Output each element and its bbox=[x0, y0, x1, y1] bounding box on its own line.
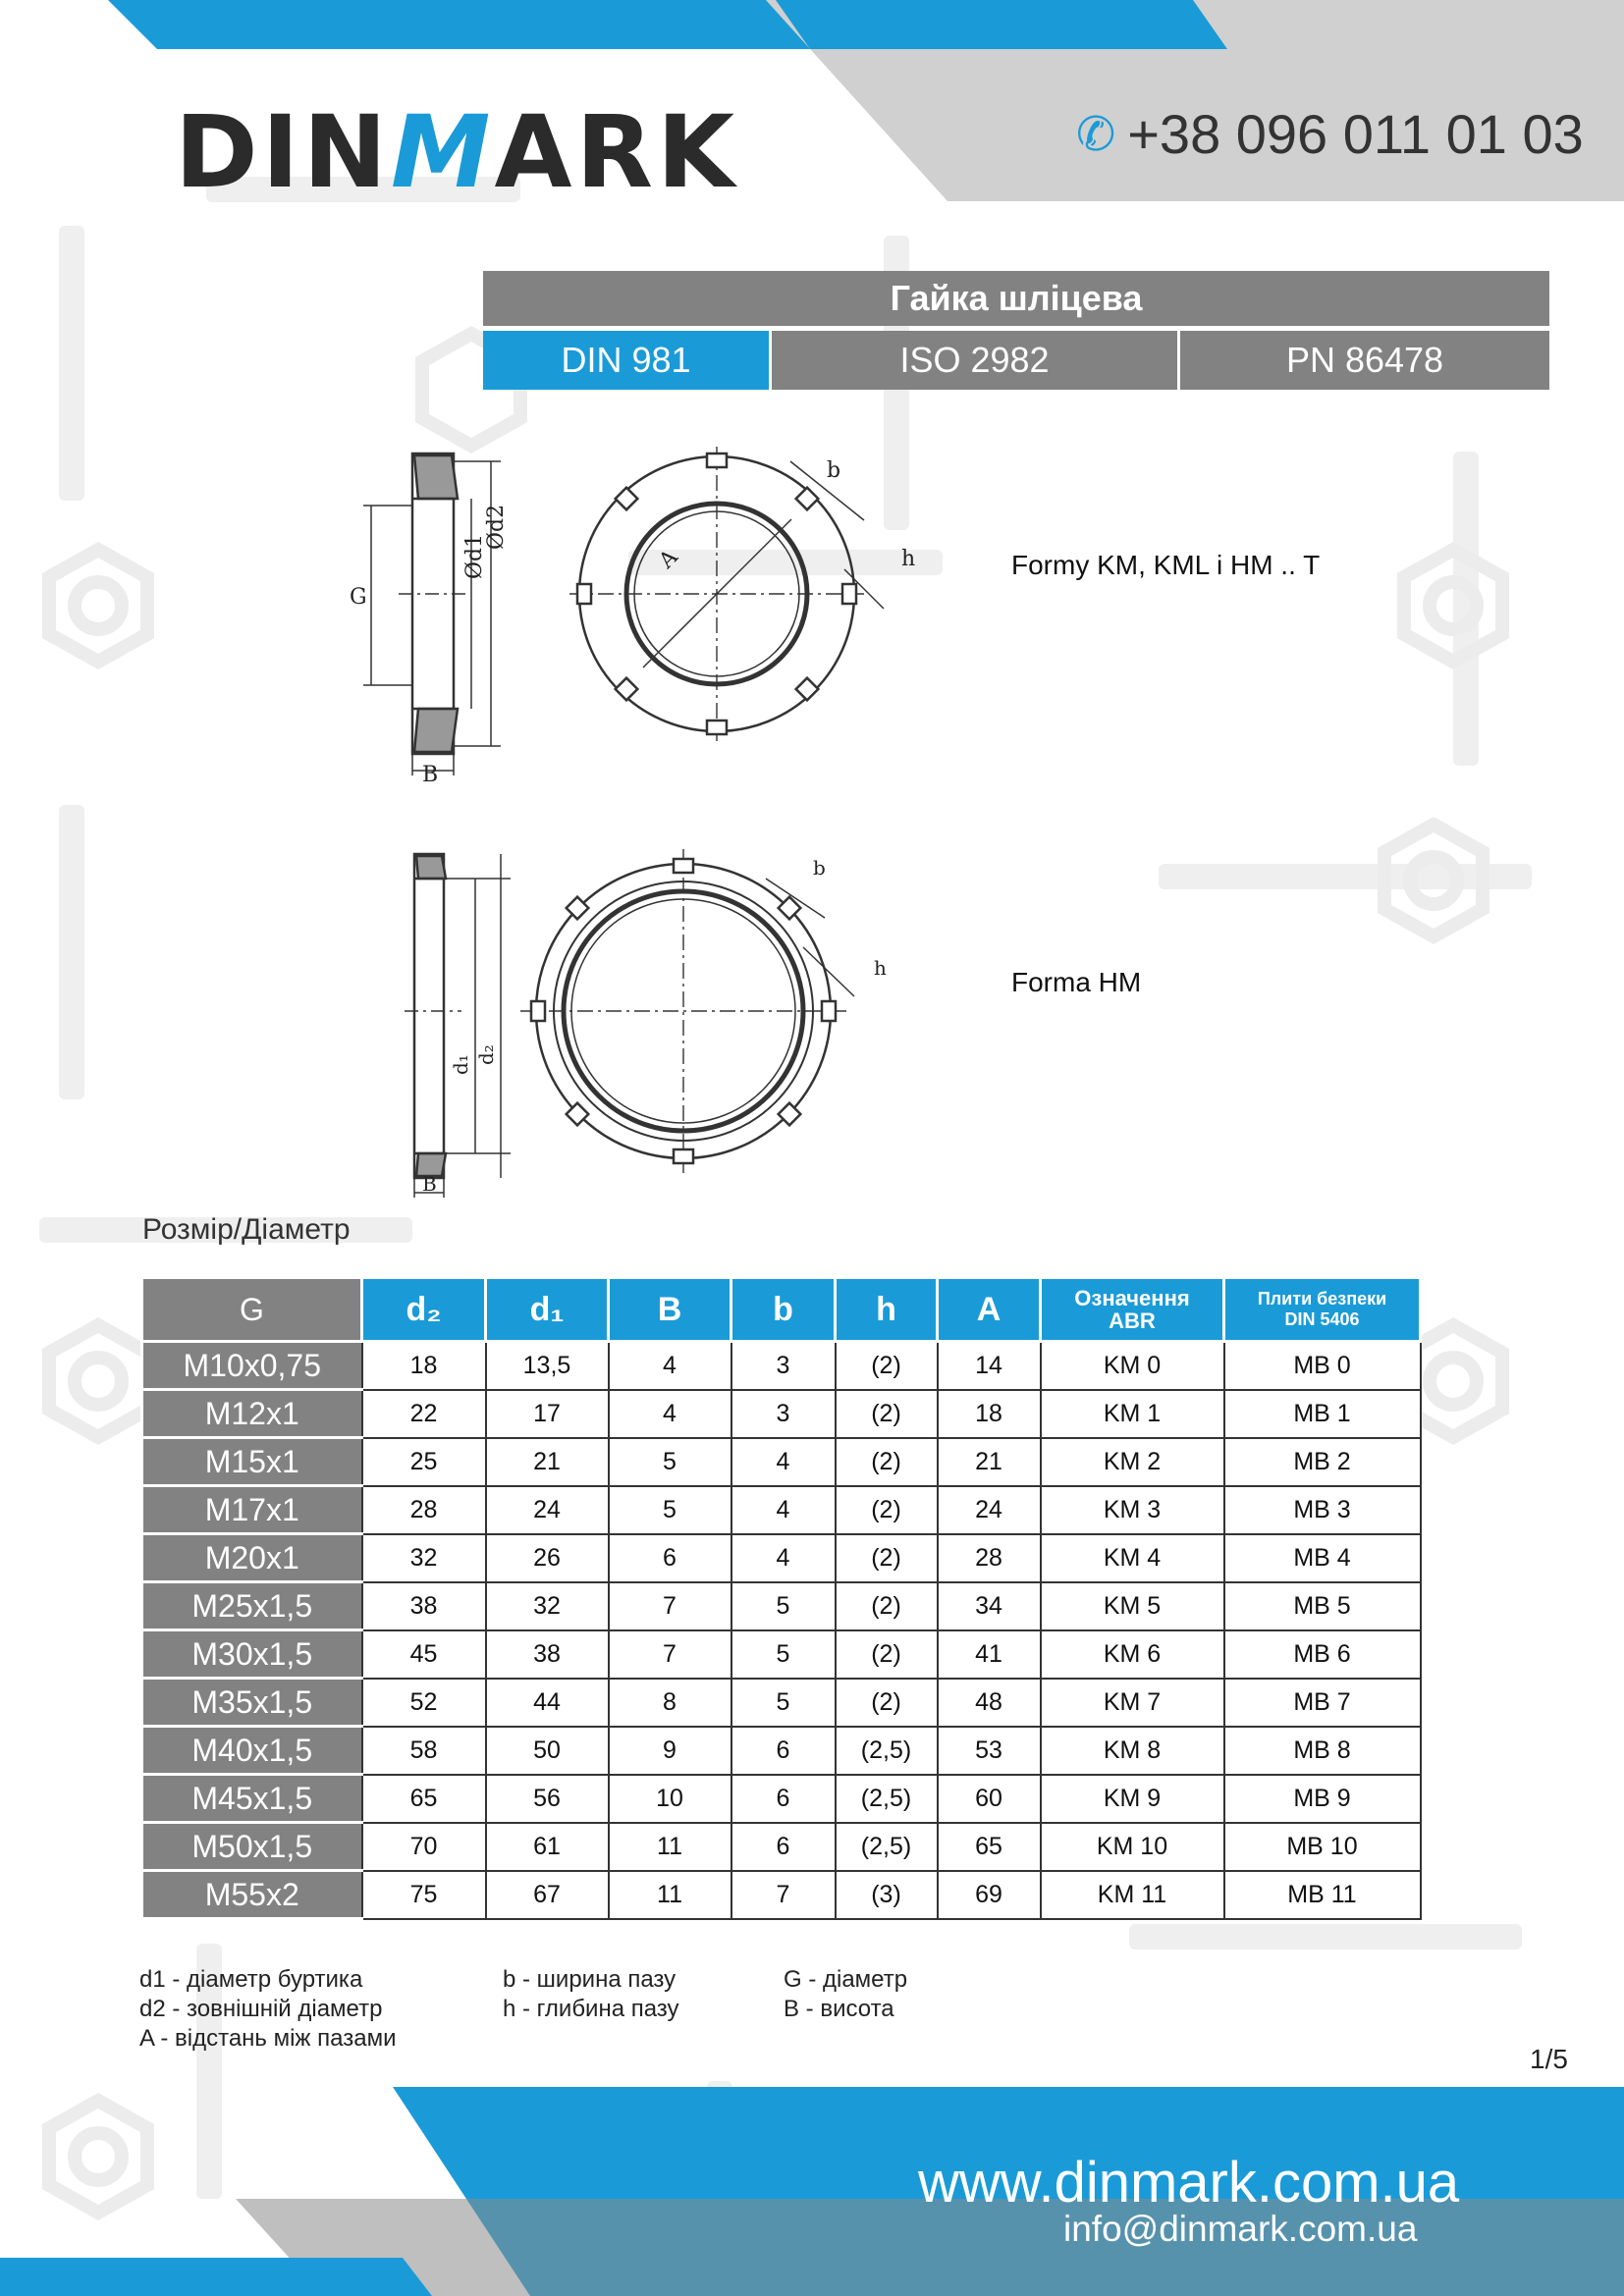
cell-g: M35x1,5 bbox=[142, 1679, 362, 1727]
cell-a: 53 bbox=[938, 1727, 1041, 1775]
cell-plate: MB 3 bbox=[1224, 1486, 1421, 1534]
cell-plate: MB 9 bbox=[1224, 1775, 1421, 1823]
cell-h: (2,5) bbox=[836, 1775, 938, 1823]
cell-d1: 13,5 bbox=[486, 1342, 609, 1390]
cell-g: M15x1 bbox=[142, 1438, 362, 1486]
logo-text-right: ARK bbox=[494, 94, 739, 211]
table-row bbox=[142, 1775, 1421, 1823]
cell-a: 48 bbox=[938, 1679, 1041, 1727]
legend-col-3 bbox=[784, 1965, 907, 2024]
footer-website-link[interactable]: www.dinmark.com.ua bbox=[918, 2151, 1460, 2215]
cell-d1: 67 bbox=[486, 1871, 609, 1919]
legend-col-1 bbox=[139, 1965, 396, 2054]
cell-plate: MB 8 bbox=[1224, 1727, 1421, 1775]
cell-bh: 5 bbox=[609, 1438, 731, 1486]
legend-item: d1 - діаметр буртика bbox=[139, 1966, 363, 1993]
cell-b: 5 bbox=[731, 1679, 836, 1727]
cell-plate: MB 5 bbox=[1224, 1582, 1421, 1630]
col-header-plate-line2: DIN 5406 bbox=[1284, 1309, 1360, 1329]
cell-g: M30x1,5 bbox=[142, 1630, 362, 1679]
cell-plate: MB 2 bbox=[1224, 1438, 1421, 1486]
legend-item: h - глибина пазу bbox=[503, 1996, 679, 2022]
cell-abr: KM 10 bbox=[1041, 1823, 1224, 1871]
standard-din: DIN 981 bbox=[483, 331, 769, 390]
cell-abr: KM 1 bbox=[1041, 1390, 1224, 1438]
dim-h-bottom-label: h bbox=[874, 956, 887, 980]
standard-pn: PN 86478 bbox=[1180, 331, 1549, 390]
cell-plate: MB 11 bbox=[1224, 1871, 1421, 1919]
dim-b-label: B bbox=[422, 763, 439, 785]
cell-b: 6 bbox=[731, 1823, 836, 1871]
cell-abr: KM 0 bbox=[1041, 1342, 1224, 1390]
cell-a: 69 bbox=[938, 1871, 1041, 1919]
cell-plate: MB 7 bbox=[1224, 1679, 1421, 1727]
cell-d2: 70 bbox=[362, 1823, 486, 1871]
cell-d2: 25 bbox=[362, 1438, 486, 1486]
cell-b: 4 bbox=[731, 1486, 836, 1534]
cell-d1: 17 bbox=[486, 1390, 609, 1438]
cell-a: 28 bbox=[938, 1534, 1041, 1582]
cell-a: 14 bbox=[938, 1342, 1041, 1390]
cell-d1: 32 bbox=[486, 1582, 609, 1630]
cell-b: 7 bbox=[731, 1871, 836, 1919]
table-row bbox=[142, 1342, 1421, 1390]
col-header-d2: d₂ bbox=[362, 1278, 486, 1342]
cell-g: M40x1,5 bbox=[142, 1727, 362, 1775]
table-row bbox=[142, 1582, 1421, 1630]
cell-bh: 11 bbox=[609, 1871, 731, 1919]
legend-item: B - висота bbox=[784, 1996, 894, 2022]
cell-b: 6 bbox=[731, 1775, 836, 1823]
dim-a-label: A bbox=[654, 545, 683, 574]
table-row bbox=[142, 1486, 1421, 1534]
cell-h: (2,5) bbox=[836, 1727, 938, 1775]
standards-row bbox=[483, 331, 1549, 390]
cell-d2: 18 bbox=[362, 1342, 486, 1390]
cell-h: (2) bbox=[836, 1486, 938, 1534]
cell-bh: 5 bbox=[609, 1486, 731, 1534]
table-row bbox=[142, 1871, 1421, 1919]
cell-h: (2) bbox=[836, 1390, 938, 1438]
cell-b: 4 bbox=[731, 1534, 836, 1582]
cell-d1: 21 bbox=[486, 1438, 609, 1486]
cell-abr: KM 4 bbox=[1041, 1534, 1224, 1582]
drawing-top bbox=[334, 422, 962, 785]
cell-a: 41 bbox=[938, 1630, 1041, 1679]
drawing-bottom-label: Forma HM bbox=[1011, 967, 1142, 997]
cell-bh: 7 bbox=[609, 1582, 731, 1630]
cell-plate: MB 4 bbox=[1224, 1534, 1421, 1582]
standard-iso: ISO 2982 bbox=[772, 331, 1177, 390]
drawing-top-label: Formy KM, KML i HM .. T bbox=[1011, 550, 1321, 580]
cell-g: M20x1 bbox=[142, 1534, 362, 1582]
col-header-abr-line1: Означення bbox=[1074, 1285, 1190, 1310]
dim-b-small-bottom-label: b bbox=[813, 856, 826, 880]
page-number: 1/5 bbox=[1530, 2044, 1568, 2074]
table-header-row bbox=[142, 1278, 1421, 1342]
cell-plate: MB 0 bbox=[1224, 1342, 1421, 1390]
cell-g: M25x1,5 bbox=[142, 1582, 362, 1630]
cell-g: M10x0,75 bbox=[142, 1342, 362, 1390]
cell-d1: 61 bbox=[486, 1823, 609, 1871]
legend-item: b - ширина пазу bbox=[503, 1966, 677, 1993]
logo-text-left: DIN bbox=[175, 94, 391, 211]
cell-bh: 6 bbox=[609, 1534, 731, 1582]
cell-b: 3 bbox=[731, 1342, 836, 1390]
dim-g-label: G bbox=[350, 585, 367, 610]
cell-b: 3 bbox=[731, 1390, 836, 1438]
cell-d1: 50 bbox=[486, 1727, 609, 1775]
cell-plate: MB 1 bbox=[1224, 1390, 1421, 1438]
col-header-plate-line1: Плити безпеки bbox=[1257, 1289, 1387, 1309]
cell-plate: MB 6 bbox=[1224, 1630, 1421, 1679]
table-row bbox=[142, 1438, 1421, 1486]
dim-b-small-label: b bbox=[827, 458, 841, 483]
col-header-abr bbox=[1041, 1278, 1224, 1342]
cell-h: (2) bbox=[836, 1438, 938, 1486]
cell-d2: 38 bbox=[362, 1582, 486, 1630]
cell-abr: KM 2 bbox=[1041, 1438, 1224, 1486]
legend-col-2 bbox=[503, 1965, 679, 2024]
logo-mark: M bbox=[390, 94, 495, 211]
cell-bh: 11 bbox=[609, 1823, 731, 1871]
cell-bh: 9 bbox=[609, 1727, 731, 1775]
cell-bh: 10 bbox=[609, 1775, 731, 1823]
cell-bh: 7 bbox=[609, 1630, 731, 1679]
cell-b: 5 bbox=[731, 1582, 836, 1630]
cell-bh: 4 bbox=[609, 1390, 731, 1438]
cell-h: (2) bbox=[836, 1342, 938, 1390]
table-row bbox=[142, 1727, 1421, 1775]
cell-abr: KM 6 bbox=[1041, 1630, 1224, 1679]
cell-abr: KM 3 bbox=[1041, 1486, 1224, 1534]
legend-item: d2 - зовнішній діаметр bbox=[139, 1996, 383, 2022]
cell-h: (2) bbox=[836, 1534, 938, 1582]
table-row bbox=[142, 1390, 1421, 1438]
cell-d1: 44 bbox=[486, 1679, 609, 1727]
cell-h: (2) bbox=[836, 1679, 938, 1727]
cell-d1: 38 bbox=[486, 1630, 609, 1679]
cell-a: 18 bbox=[938, 1390, 1041, 1438]
cell-d2: 52 bbox=[362, 1679, 486, 1727]
cell-h: (2) bbox=[836, 1630, 938, 1679]
cell-b: 5 bbox=[731, 1630, 836, 1679]
phone-icon: ✆ bbox=[1076, 108, 1116, 161]
cell-h: (2,5) bbox=[836, 1823, 938, 1871]
col-header-plate bbox=[1224, 1278, 1421, 1342]
spec-table bbox=[140, 1276, 1422, 1920]
cell-h: (2) bbox=[836, 1582, 938, 1630]
cell-b: 4 bbox=[731, 1438, 836, 1486]
product-title: Гайка шліцева bbox=[483, 271, 1549, 326]
table-row bbox=[142, 1630, 1421, 1679]
cell-abr: KM 8 bbox=[1041, 1727, 1224, 1775]
cell-d2: 28 bbox=[362, 1486, 486, 1534]
cell-g: M45x1,5 bbox=[142, 1775, 362, 1823]
cell-h: (3) bbox=[836, 1871, 938, 1919]
cell-plate: MB 10 bbox=[1224, 1823, 1421, 1871]
cell-d2: 45 bbox=[362, 1630, 486, 1679]
cell-g: M17x1 bbox=[142, 1486, 362, 1534]
cell-a: 34 bbox=[938, 1582, 1041, 1630]
cell-abr: KM 9 bbox=[1041, 1775, 1224, 1823]
cell-abr: KM 11 bbox=[1041, 1871, 1224, 1919]
cell-d1: 24 bbox=[486, 1486, 609, 1534]
col-header-g: G bbox=[142, 1278, 362, 1342]
legend-item: A - відстань між пазами bbox=[139, 2025, 397, 2052]
table-row bbox=[142, 1534, 1421, 1582]
dim-h-label: h bbox=[901, 547, 916, 571]
cell-abr: KM 5 bbox=[1041, 1582, 1224, 1630]
cell-d2: 22 bbox=[362, 1390, 486, 1438]
brand-logo bbox=[175, 94, 739, 211]
dim-d2-label: Ød2 bbox=[484, 504, 509, 550]
cell-a: 65 bbox=[938, 1823, 1041, 1871]
cell-bh: 8 bbox=[609, 1679, 731, 1727]
dim-d1-small-label: d₁ bbox=[449, 1054, 472, 1075]
col-header-a: A bbox=[938, 1278, 1041, 1342]
phone-contact[interactable] bbox=[1076, 102, 1584, 166]
cell-g: M55x2 bbox=[142, 1871, 362, 1919]
cell-bh: 4 bbox=[609, 1342, 731, 1390]
drawing-bottom bbox=[393, 839, 943, 1212]
col-header-b: b bbox=[731, 1278, 836, 1342]
dim-d2-small-label: d₂ bbox=[474, 1044, 498, 1065]
size-heading: Розмір/Діаметр bbox=[142, 1213, 351, 1246]
col-header-abr-line2: ABR bbox=[1109, 1308, 1156, 1333]
table-body bbox=[142, 1342, 1421, 1919]
table-row bbox=[142, 1823, 1421, 1871]
dim-b-bottom-label: B bbox=[422, 1172, 437, 1196]
col-header-h: h bbox=[836, 1278, 938, 1342]
col-header-bh: B bbox=[609, 1278, 731, 1342]
table-row bbox=[142, 1679, 1421, 1727]
cell-d1: 26 bbox=[486, 1534, 609, 1582]
cell-d2: 32 bbox=[362, 1534, 486, 1582]
cell-d2: 58 bbox=[362, 1727, 486, 1775]
cell-b: 6 bbox=[731, 1727, 836, 1775]
cell-d2: 75 bbox=[362, 1871, 486, 1919]
cell-g: M12x1 bbox=[142, 1390, 362, 1438]
cell-d2: 65 bbox=[362, 1775, 486, 1823]
cell-a: 24 bbox=[938, 1486, 1041, 1534]
cell-a: 60 bbox=[938, 1775, 1041, 1823]
legend-item: G - діаметр bbox=[784, 1966, 908, 1993]
col-header-d1: d₁ bbox=[486, 1278, 609, 1342]
cell-a: 21 bbox=[938, 1438, 1041, 1486]
cell-g: M50x1,5 bbox=[142, 1823, 362, 1871]
cell-abr: KM 7 bbox=[1041, 1679, 1224, 1727]
phone-number: +38 096 011 01 03 bbox=[1127, 103, 1584, 165]
cell-d1: 56 bbox=[486, 1775, 609, 1823]
footer-email-link[interactable]: info@dinmark.com.ua bbox=[1063, 2209, 1418, 2249]
dim-d1-label: Ød1 bbox=[462, 533, 487, 579]
